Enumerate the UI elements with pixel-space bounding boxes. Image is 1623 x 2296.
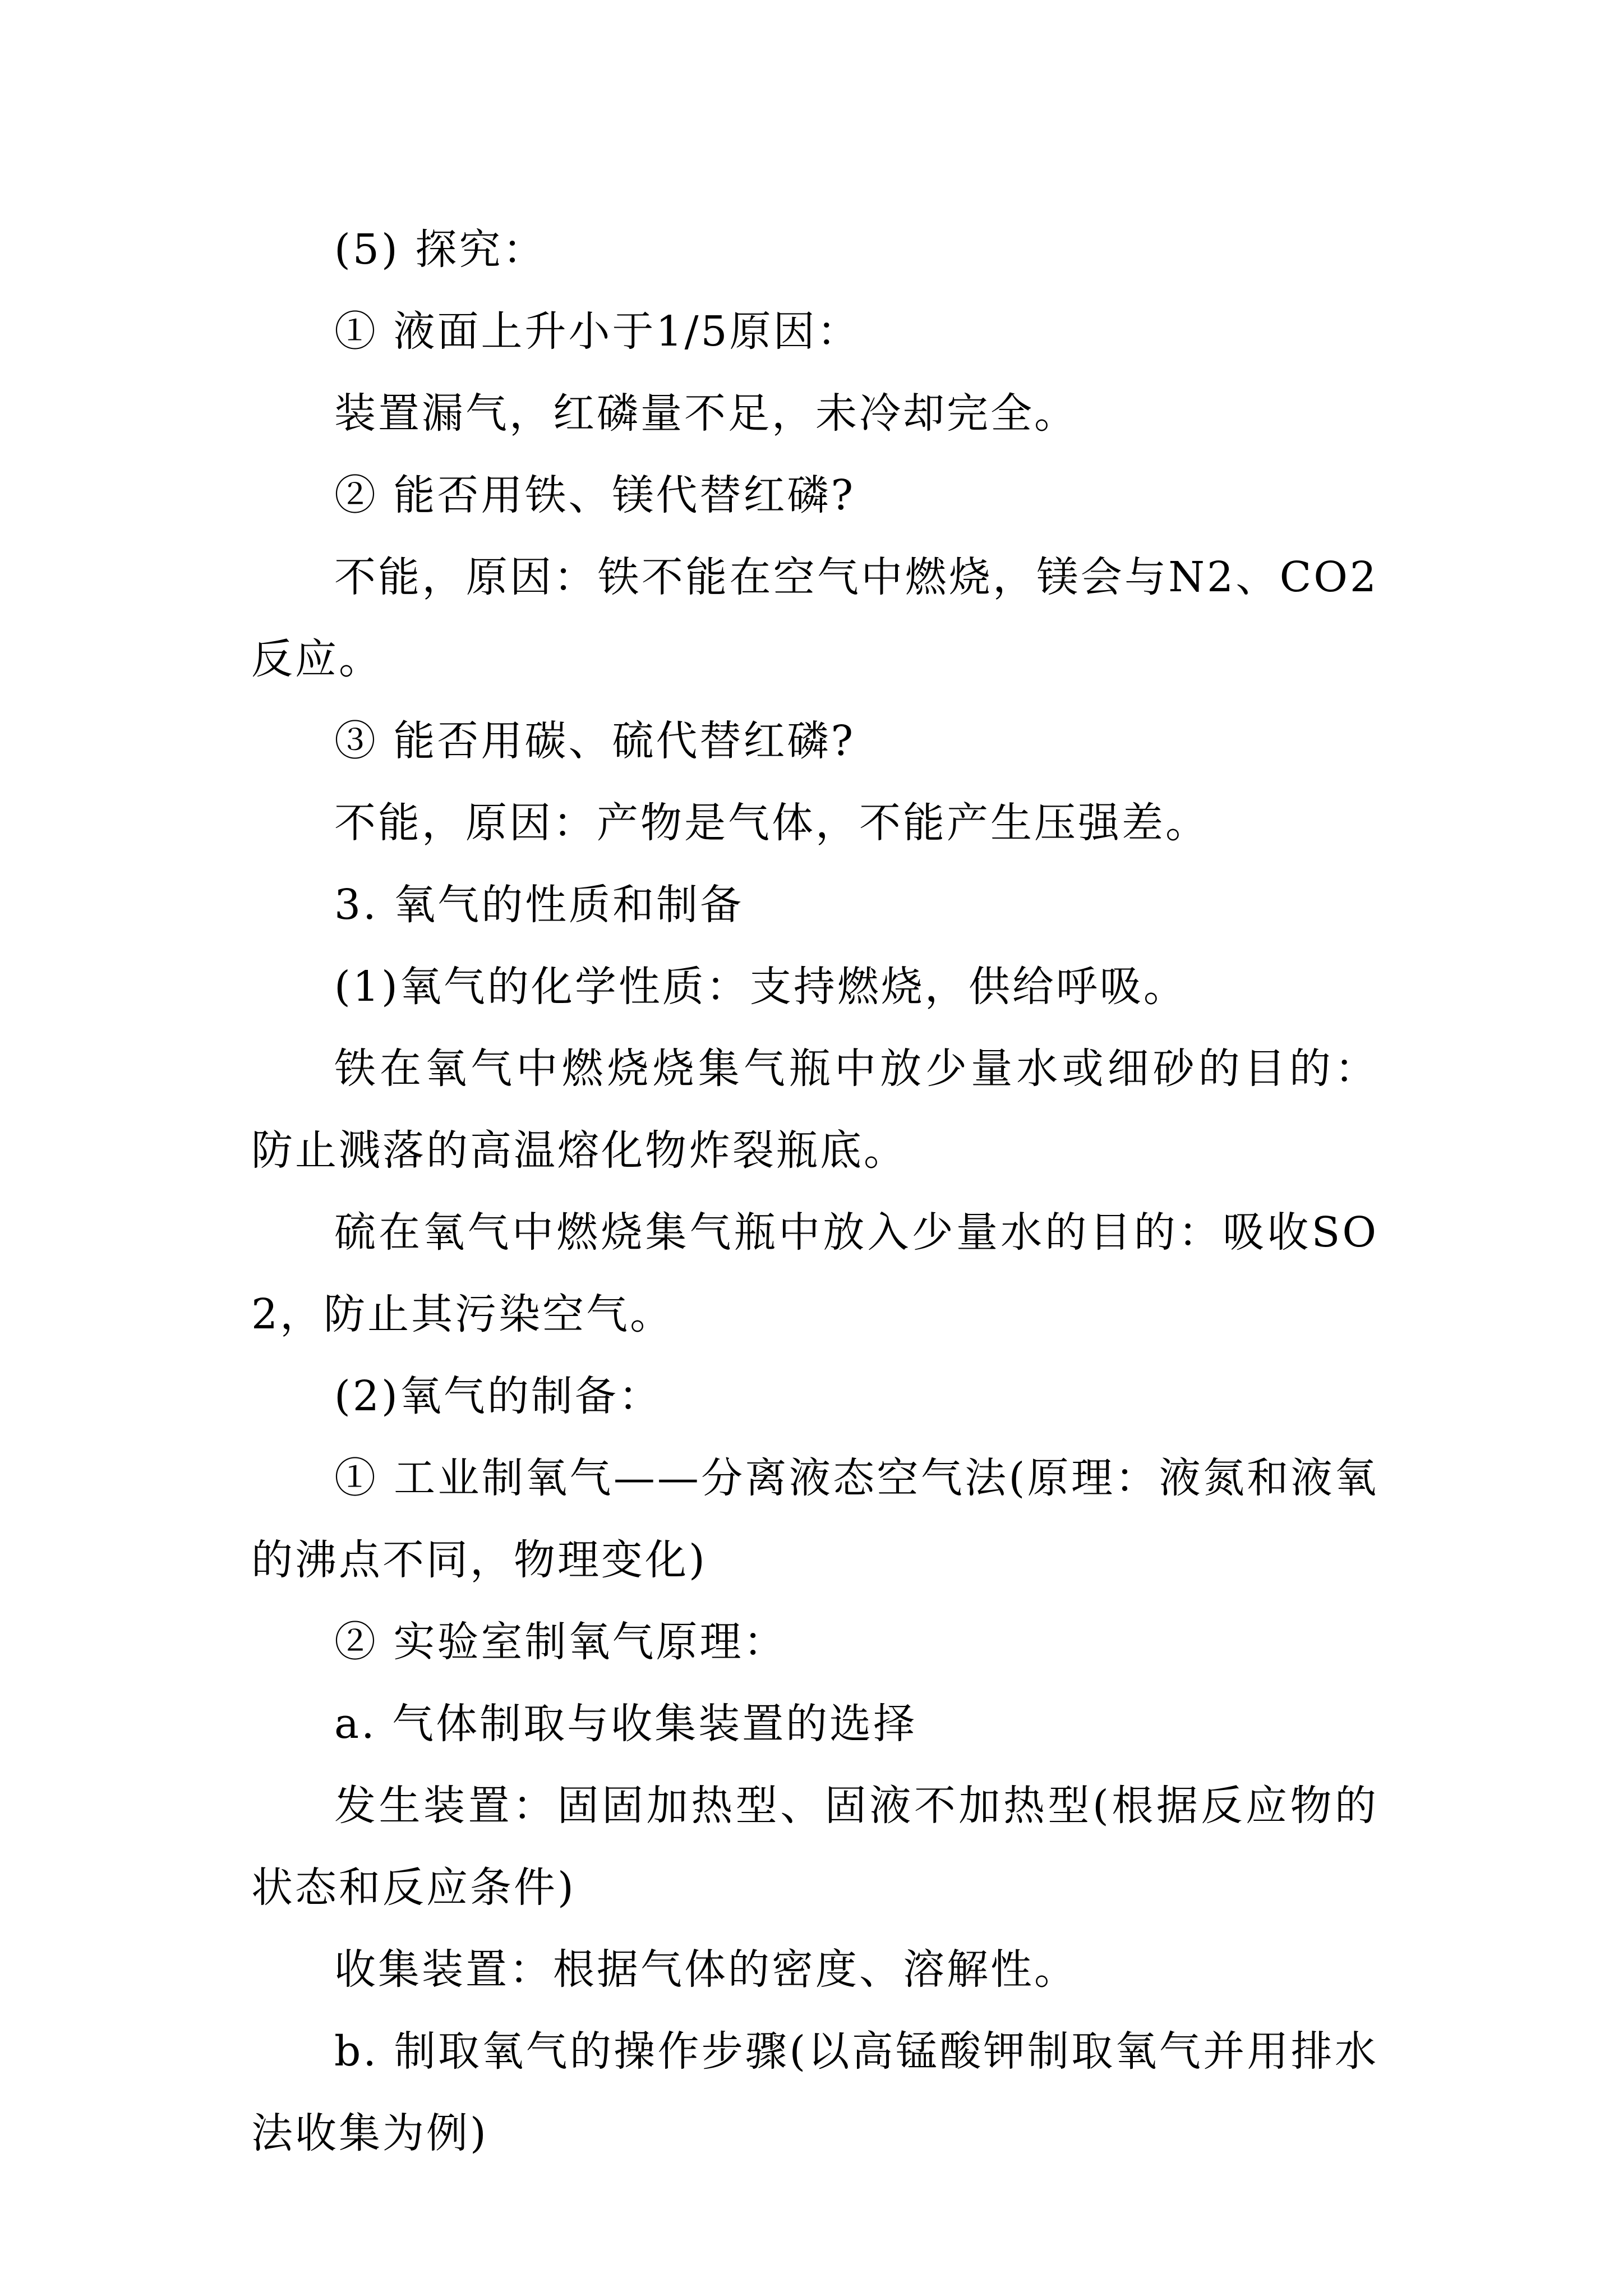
paragraph-generator-apparatus: 发生装置：固固加热型、固液不加热型(根据反应物的状态和反应条件) [251, 1782, 1378, 1912]
paragraph-question-2: ② 能否用铁、镁代替红磷? [334, 471, 856, 519]
paragraph-apparatus-selection: a. 气体制取与收集装置的选择 [334, 1700, 917, 1748]
paragraph-preparation-heading: (2)氧气的制备： [334, 1372, 662, 1420]
paragraph-answer-1: 装置漏气，红磷量不足，未冷却完全。 [334, 389, 1078, 438]
paragraph-iron-combustion: 铁在氧气中燃烧烧集气瓶中放少量水或细砂的目的：防止溅落的高温熔化物炸裂瓶底。 [251, 1045, 1378, 1175]
paragraph-question-1: ① 液面上升小于1/5原因： [334, 307, 861, 356]
paragraph-industrial-method: ① 工业制氧气——分离液态空气法(原理：液氮和液氧的沸点不同，物理变化) [251, 1454, 1378, 1584]
paragraph-answer-2: 不能，原因：铁不能在空气中燃烧，镁会与N2、CO2反应。 [251, 553, 1378, 683]
paragraph-answer-3: 不能，原因：产物是气体，不能产生压强差。 [334, 799, 1209, 847]
paragraph-operation-steps: b. 制取氧气的操作步骤(以高锰酸钾制取氧气并用排水法收集为例) [251, 2027, 1378, 2157]
paragraph-sulfur-combustion: 硫在氧气中燃烧集气瓶中放入少量水的目的：吸收SO2，防止其污染空气。 [251, 1208, 1378, 1338]
section-heading-oxygen: 3. 氧气的性质和制备 [334, 881, 744, 929]
paragraph-collection-apparatus: 收集装置：根据气体的密度、溶解性。 [334, 1945, 1078, 1994]
paragraph-explore-heading: (5) 探究： [334, 226, 547, 274]
body-text [251, 209, 1378, 2174]
paragraph-lab-principle: ② 实验室制氧气原理： [334, 1618, 787, 1666]
paragraph-question-3: ③ 能否用碳、硫代替红磷? [334, 717, 856, 765]
paragraph-chemical-properties: (1)氧气的化学性质：支持燃烧，供给呼吸。 [334, 963, 1187, 1011]
